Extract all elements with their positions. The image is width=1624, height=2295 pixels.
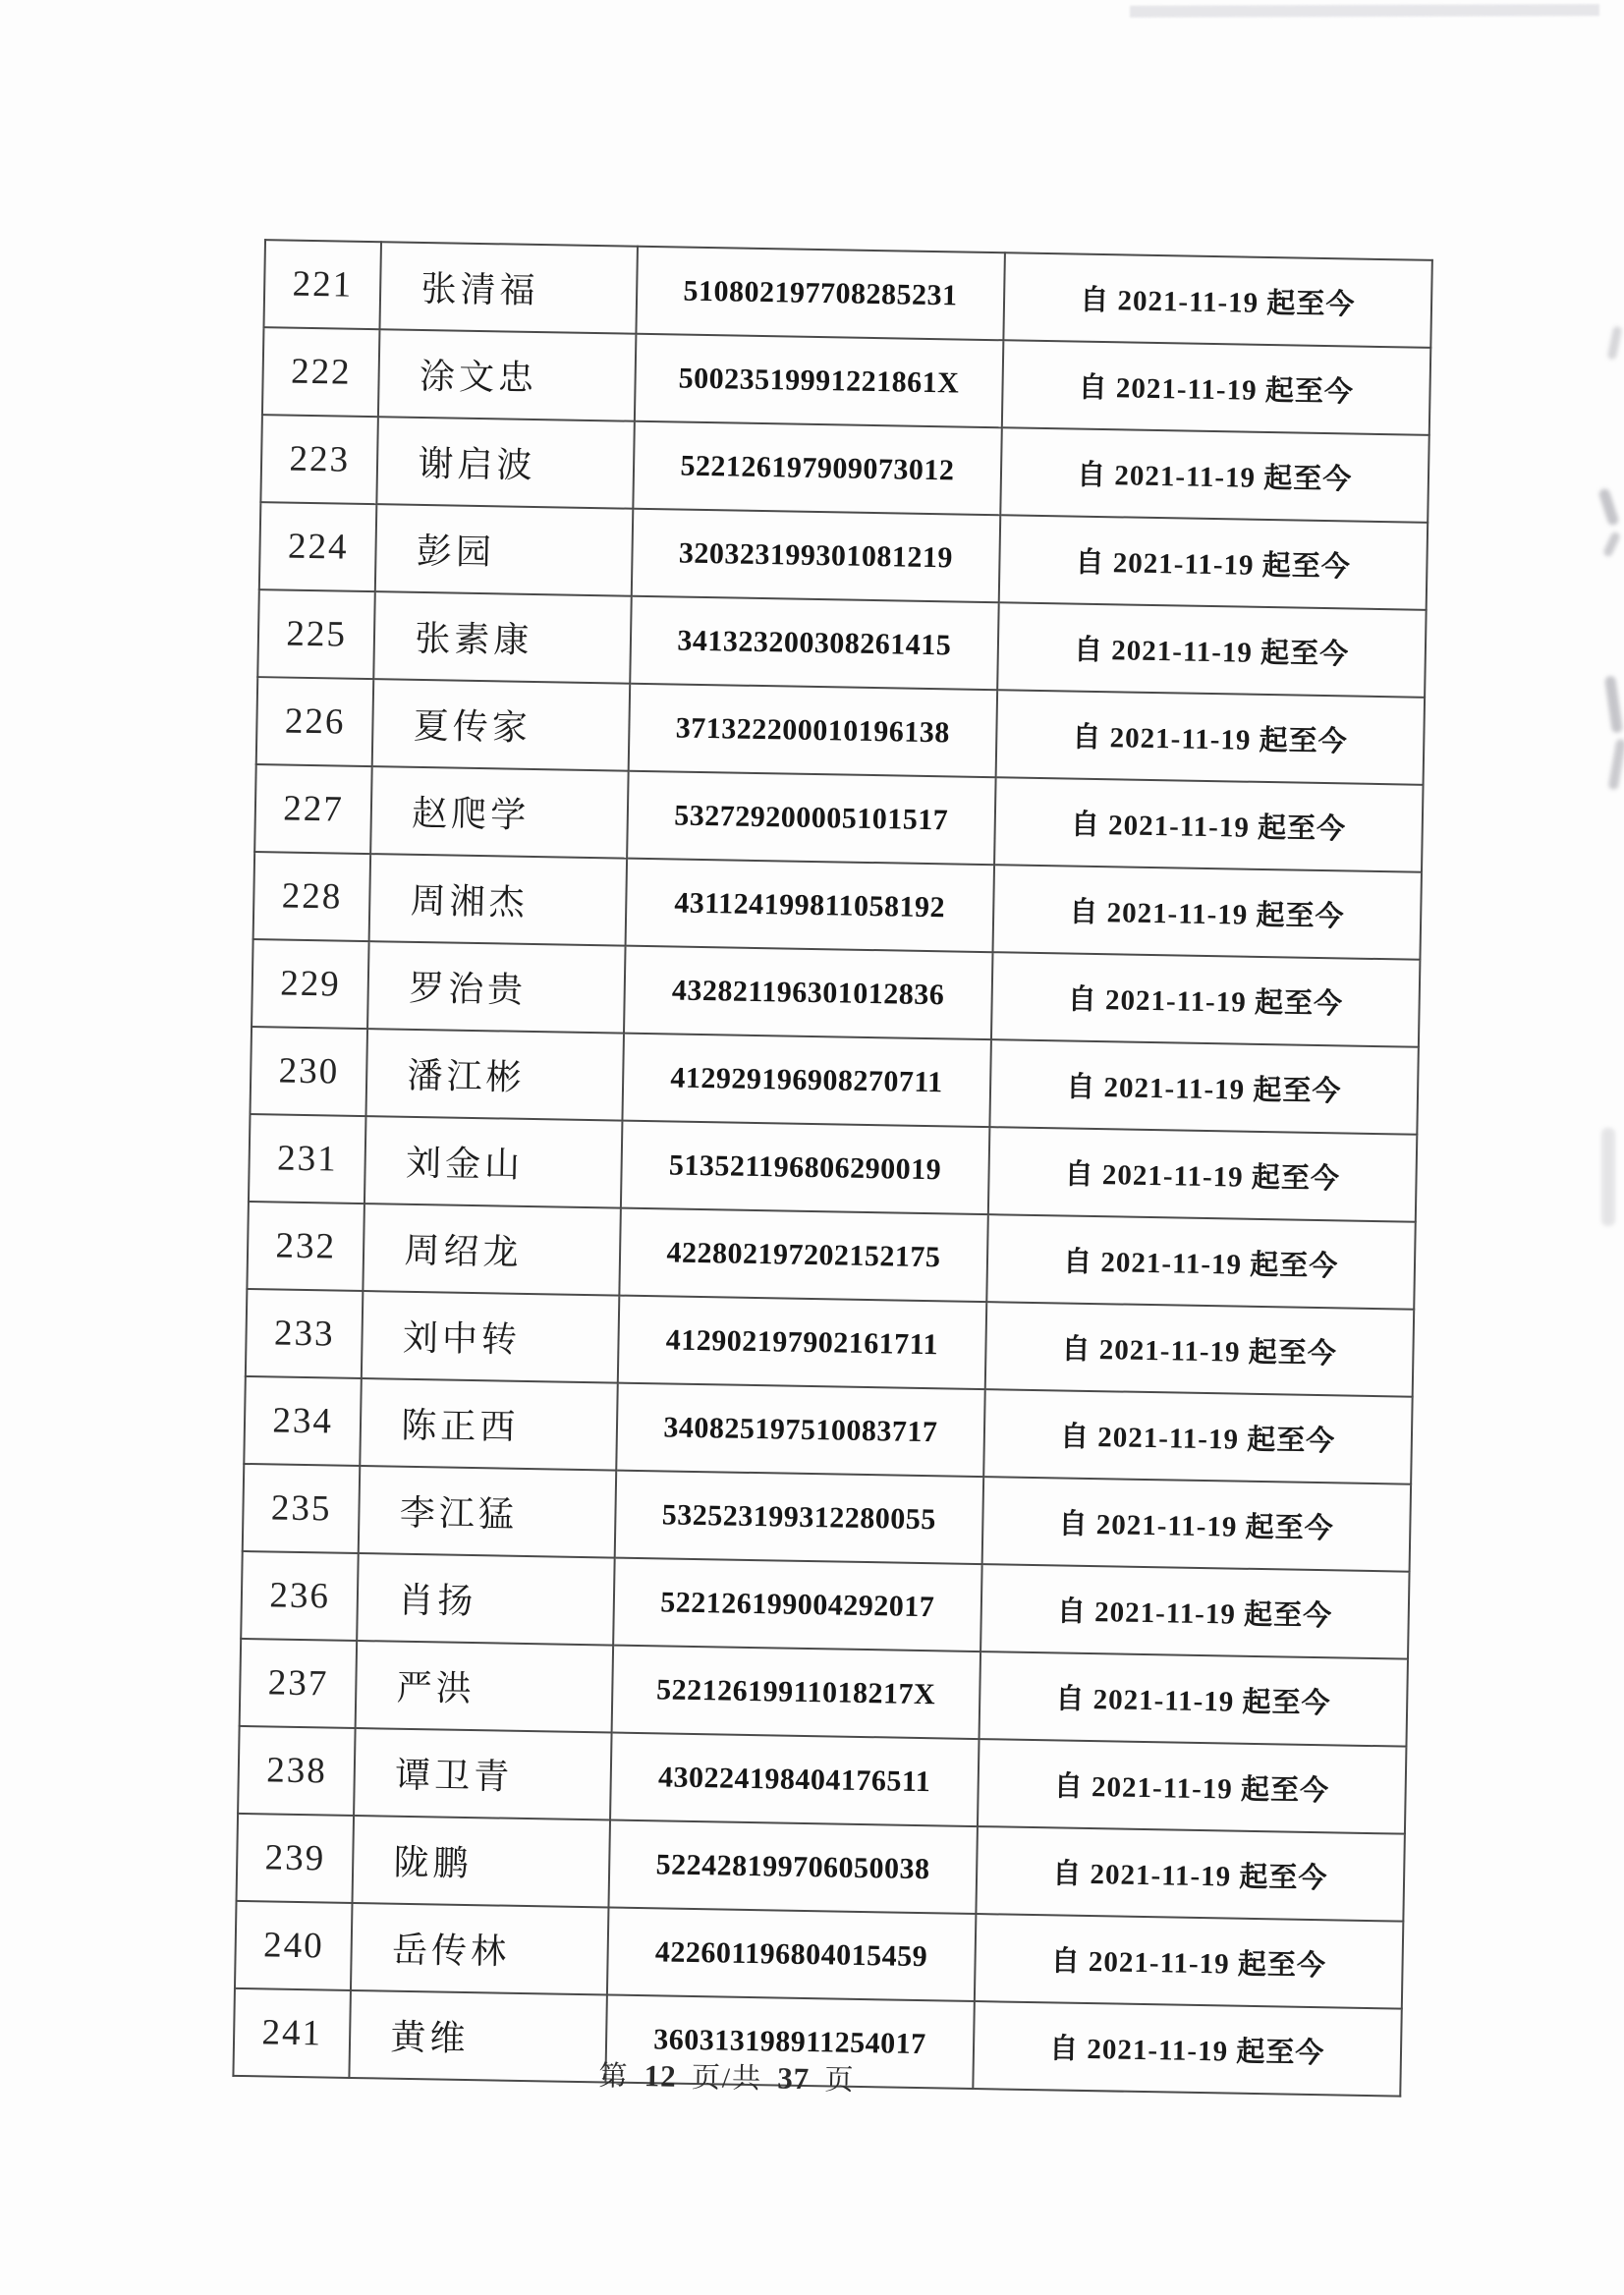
id-number-cell: 513521196806290019	[621, 1121, 989, 1215]
id-number-cell: 431124199811058192	[626, 859, 994, 953]
id-number-cell: 532523199312280055	[615, 1471, 983, 1565]
row-number-cell: 232	[247, 1202, 364, 1291]
footer-middle: 页/共	[691, 2062, 763, 2096]
row-number-cell: 229	[252, 939, 369, 1029]
name-cell: 陇鹏	[353, 1816, 610, 1908]
row-number-cell: 222	[262, 327, 380, 417]
id-number-cell: 522126197909073012	[634, 421, 1002, 516]
roster-table-body	[233, 240, 1431, 2096]
period-cell: 自 2021-11-19 起至今	[995, 690, 1425, 785]
row-number-cell: 231	[249, 1114, 366, 1203]
name-cell: 严洪	[356, 1641, 613, 1733]
row-number-cell: 234	[244, 1376, 362, 1466]
row-number-cell: 223	[260, 415, 378, 504]
footer-suffix: 页	[824, 2064, 856, 2097]
name-cell: 潘江彬	[366, 1029, 624, 1121]
period-cell: 自 2021-11-19 起至今	[979, 1651, 1408, 1747]
id-number-cell: 432821196301012836	[624, 946, 992, 1040]
name-cell: 周湘杰	[369, 854, 627, 946]
period-cell: 自 2021-11-19 起至今	[1000, 427, 1429, 523]
id-number-cell: 510802197708285231	[637, 247, 1005, 341]
period-cell: 自 2021-11-19 起至今	[997, 602, 1427, 698]
period-cell: 自 2021-11-19 起至今	[984, 1302, 1414, 1397]
id-number-cell: 412902197902161711	[618, 1296, 986, 1390]
roster-table	[232, 239, 1432, 2097]
id-number-cell: 360313198911254017	[606, 1994, 975, 2089]
row-number-cell: 238	[238, 1726, 356, 1816]
id-number-cell: 341323200308261415	[630, 596, 998, 691]
id-number-cell: 422802197202152175	[620, 1208, 988, 1303]
name-cell: 涂文忠	[378, 329, 636, 421]
id-number-cell: 422601196804015459	[607, 1908, 976, 2002]
name-cell: 彭园	[375, 504, 633, 596]
id-number-cell: 371322200010196138	[629, 684, 997, 778]
footer-prefix: 第	[598, 2060, 630, 2093]
id-number-cell: 340825197510083717	[617, 1383, 985, 1478]
name-cell: 黄维	[350, 1990, 607, 2083]
name-cell: 刘金山	[364, 1116, 622, 1208]
name-cell: 谭卫青	[354, 1728, 611, 1820]
period-cell: 自 2021-11-19 起至今	[1001, 340, 1430, 435]
row-number-cell: 230	[251, 1027, 368, 1116]
period-cell: 自 2021-11-19 起至今	[983, 1389, 1413, 1484]
footer-total-pages: 37	[776, 2060, 811, 2097]
name-cell: 罗治贵	[367, 941, 625, 1034]
name-cell: 岳传林	[351, 1903, 608, 1995]
period-cell: 自 2021-11-19 起至今	[989, 1039, 1419, 1135]
id-number-cell: 52212619911018217X	[612, 1646, 980, 1740]
name-cell: 谢启波	[377, 417, 635, 509]
row-number-cell: 233	[246, 1289, 364, 1378]
period-cell: 自 2021-11-19 起至今	[977, 1739, 1406, 1834]
period-cell: 自 2021-11-19 起至今	[994, 777, 1424, 872]
row-number-cell: 237	[240, 1639, 358, 1728]
period-cell: 自 2021-11-19 起至今	[974, 1914, 1403, 2009]
name-cell: 张素康	[374, 591, 632, 684]
row-number-cell: 235	[243, 1464, 361, 1553]
name-cell: 赵爬学	[371, 766, 629, 859]
name-cell: 刘中转	[362, 1291, 619, 1383]
id-number-cell: 430224198404176511	[610, 1733, 979, 1827]
id-number-cell: 50023519991221861X	[635, 334, 1003, 428]
row-number-cell: 224	[259, 502, 377, 591]
period-cell: 自 2021-11-19 起至今	[976, 1826, 1405, 1922]
period-cell: 自 2021-11-19 起至今	[987, 1127, 1417, 1222]
name-cell: 陈正西	[361, 1378, 618, 1471]
name-cell: 肖扬	[358, 1553, 615, 1646]
period-cell: 自 2021-11-19 起至今	[1003, 252, 1432, 348]
row-number-cell: 241	[233, 1988, 351, 2078]
row-number-cell: 240	[235, 1901, 353, 1990]
row-number-cell: 236	[241, 1551, 359, 1641]
name-cell: 张清福	[380, 242, 638, 334]
id-number-cell: 412929196908270711	[623, 1034, 991, 1128]
row-number-cell: 225	[257, 589, 375, 679]
row-number-cell: 227	[254, 764, 372, 854]
id-number-cell: 320323199301081219	[632, 509, 1000, 603]
name-cell: 李江猛	[359, 1466, 616, 1558]
period-cell: 自 2021-11-19 起至今	[998, 515, 1428, 610]
period-cell: 自 2021-11-19 起至今	[990, 952, 1420, 1047]
row-number-cell: 221	[263, 240, 381, 329]
id-number-cell: 522428199706050038	[609, 1820, 978, 1915]
period-cell: 自 2021-11-19 起至今	[980, 1564, 1410, 1659]
period-cell: 自 2021-11-19 起至今	[973, 2001, 1402, 2097]
id-number-cell: 522126199004292017	[613, 1558, 981, 1652]
footer-page-number: 12	[644, 2058, 678, 2094]
row-number-cell: 226	[256, 677, 374, 766]
row-number-cell: 239	[237, 1814, 355, 1903]
period-cell: 自 2021-11-19 起至今	[992, 865, 1422, 960]
name-cell: 夏传家	[372, 679, 630, 771]
period-cell: 自 2021-11-19 起至今	[986, 1214, 1416, 1310]
name-cell: 周绍龙	[364, 1203, 621, 1296]
row-number-cell: 228	[253, 852, 371, 941]
period-cell: 自 2021-11-19 起至今	[981, 1477, 1411, 1572]
id-number-cell: 532729200005101517	[627, 771, 995, 866]
